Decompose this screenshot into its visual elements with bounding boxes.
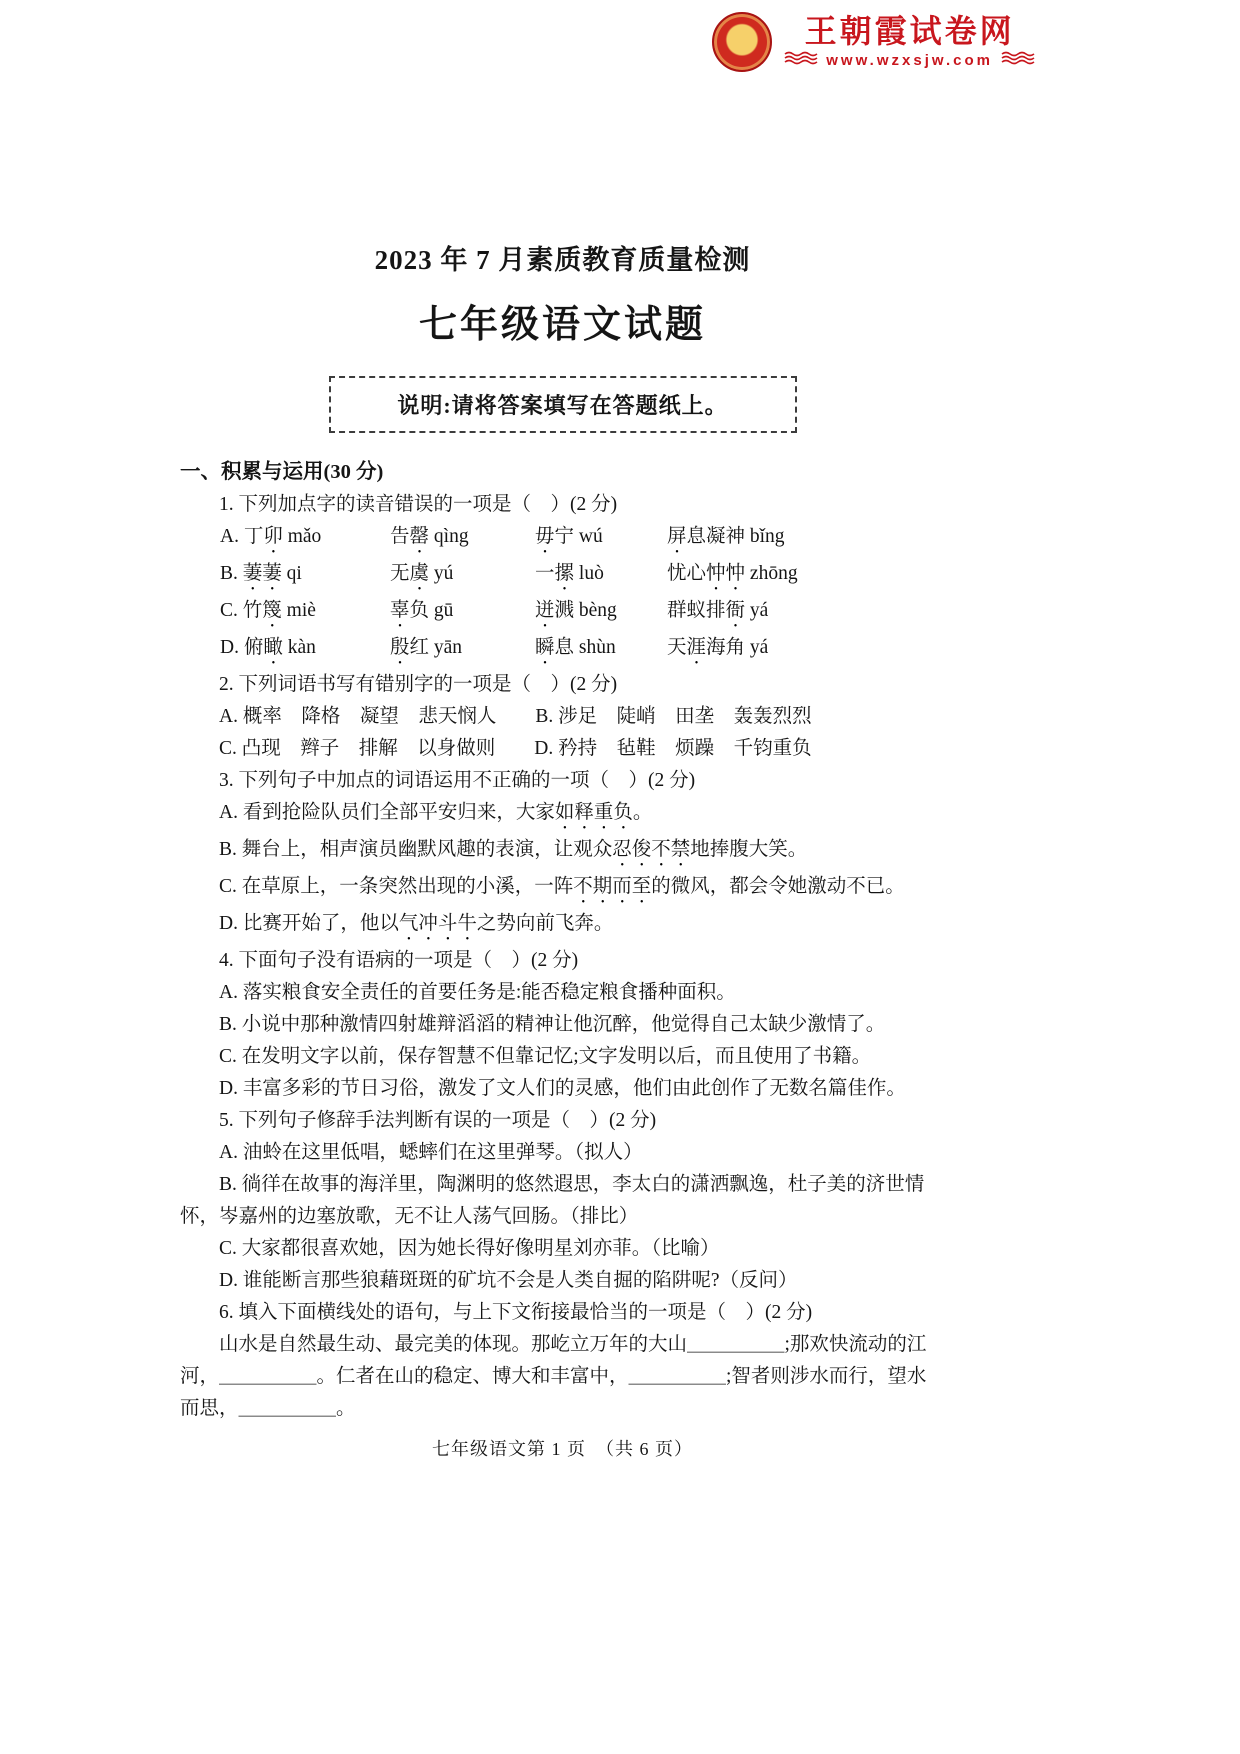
pinyin-option-cell: D. 俯瞰 kàn <box>220 637 316 658</box>
question-4-option: B. 小说中那种激情四射雄辩滔滔的精神让他沉醉，他觉得自己太缺少激情了。 <box>219 1014 886 1035</box>
pinyin-option-cell: 忧心忡忡 zhōng <box>667 563 798 584</box>
question-2-line: C. 凸现 辫子 排解 以身做则 D. 矜持 毡鞋 烦躁 千钧重负 <box>219 738 812 759</box>
brand-name: 王朝霞试卷网 <box>804 12 1015 49</box>
exam-title: 2023 年 7 月素质教育质量检测 <box>374 245 751 275</box>
question-5-option: C. 大家都很喜欢她，因为她长得好像明星刘亦菲。（比喻） <box>219 1238 720 1259</box>
question-4-option: D. 丰富多彩的节日习俗，激发了文人们的灵感，他们由此创作了无数名篇佳作。 <box>219 1078 906 1099</box>
pinyin-option-cell: 一摞 luò <box>535 563 604 584</box>
question-4-option: A. 落实粮食安全责任的首要任务是:能否稳定粮食播种面积。 <box>219 982 736 1003</box>
exam-subtitle: 七年级语文试题 <box>418 304 706 346</box>
exam-content <box>180 0 945 1479</box>
section-1-heading: 一、积累与运用(30 分) <box>180 461 384 483</box>
pinyin-option-cell: 辜负 gū <box>390 600 454 621</box>
question-5-option: D. 谁能断言那些狼藉斑斑的矿坑不会是人类自掘的陷阱呢?（反问） <box>219 1270 798 1291</box>
page-footer: 七年级语文第 1 页 （共 6 页） <box>432 1439 693 1459</box>
question-3-stem: 3. 下列句子中加点的词语运用不正确的一项（ ）(2 分) <box>219 770 696 791</box>
wave-right-icon <box>1001 51 1035 70</box>
question-6-stem: 6. 填入下面横线处的语句，与上下文衔接最恰当的一项是（ ）(2 分) <box>219 1302 813 1323</box>
question-3-option: B. 舞台上，相声演员幽默风趣的表演，让观众忍俊不禁地捧腹大笑。 <box>219 839 808 860</box>
pinyin-option-cell: 天涯海角 yá <box>667 637 769 658</box>
pinyin-option-cell: 瞬息 shùn <box>535 637 616 658</box>
brand-url: www.wzxsjw.com <box>826 52 993 70</box>
pinyin-option-cell: A. 丁卯 mǎo <box>220 526 322 547</box>
pinyin-option-cell: 迸溅 bèng <box>535 600 617 621</box>
question-3-option: A. 看到抢险队员们全部平安归来，大家如释重负。 <box>219 802 653 823</box>
notice-text: 说明:请将答案填写在答题纸上。 <box>397 393 728 418</box>
pinyin-option-cell: 无虞 yú <box>390 563 454 584</box>
pinyin-option-cell: C. 竹篾 miè <box>220 600 316 621</box>
question-2-stem: 2. 下列词语书写有错别字的一项是（ ）(2 分) <box>219 674 618 695</box>
pinyin-option-cell: 群蚁排衙 yá <box>667 600 769 621</box>
question-1-options <box>180 521 945 669</box>
question-2-line: A. 概率 降格 凝望 悲天悯人 B. 涉足 陡峭 田垄 轰轰烈烈 <box>219 706 812 727</box>
pinyin-option-cell: B. 萋萋 qi <box>220 563 302 584</box>
question-5-stem: 5. 下列句子修辞手法判断有误的一项是（ ）(2 分) <box>219 1110 657 1131</box>
question-5-option: A. 油蛉在这里低唱，蟋蟀们在这里弹琴。（拟人） <box>219 1142 643 1163</box>
question-3-option: C. 在草原上，一条突然出现的小溪，一阵不期而至的微风，都会令她激动不已。 <box>219 876 905 897</box>
question-4-stem: 4. 下面句子没有语病的一项是（ ）(2 分) <box>219 950 579 971</box>
question-1-stem: 1. 下列加点字的读音错误的一项是（ ）(2 分) <box>219 494 618 515</box>
notice-box <box>329 376 797 433</box>
question-4-option: C. 在发明文字以前，保存智慧不但靠记忆;文字发明以后，而且使用了书籍。 <box>219 1046 872 1067</box>
pinyin-option-cell: 毋宁 wú <box>535 526 603 547</box>
question-3-option: D. 比赛开始了，他以气冲斗牛之势向前飞奔。 <box>219 913 614 934</box>
question-5-option: B. 徜徉在故事的海洋里，陶渊明的悠然遐思，李太白的潇洒飘逸，杜子美的济世情怀，岑嘉州的边塞放歌，无不让人荡气回肠。（排比） <box>180 1174 925 1227</box>
pinyin-option-cell: 告罄 qìng <box>390 526 469 547</box>
pinyin-option-cell: 殷红 yān <box>390 637 463 658</box>
pinyin-option-cell: 屏息凝神 bǐng <box>667 526 785 547</box>
question-6-passage: 山水是自然最生动、最完美的体现。那屹立万年的大山＿＿＿＿＿;那欢快流动的江河，＿＿＿＿＿。仁者在山的稳定、博大和丰富中，＿＿＿＿＿;智者则涉水而行，望水而思，＿＿＿＿＿。 <box>180 1334 927 1419</box>
